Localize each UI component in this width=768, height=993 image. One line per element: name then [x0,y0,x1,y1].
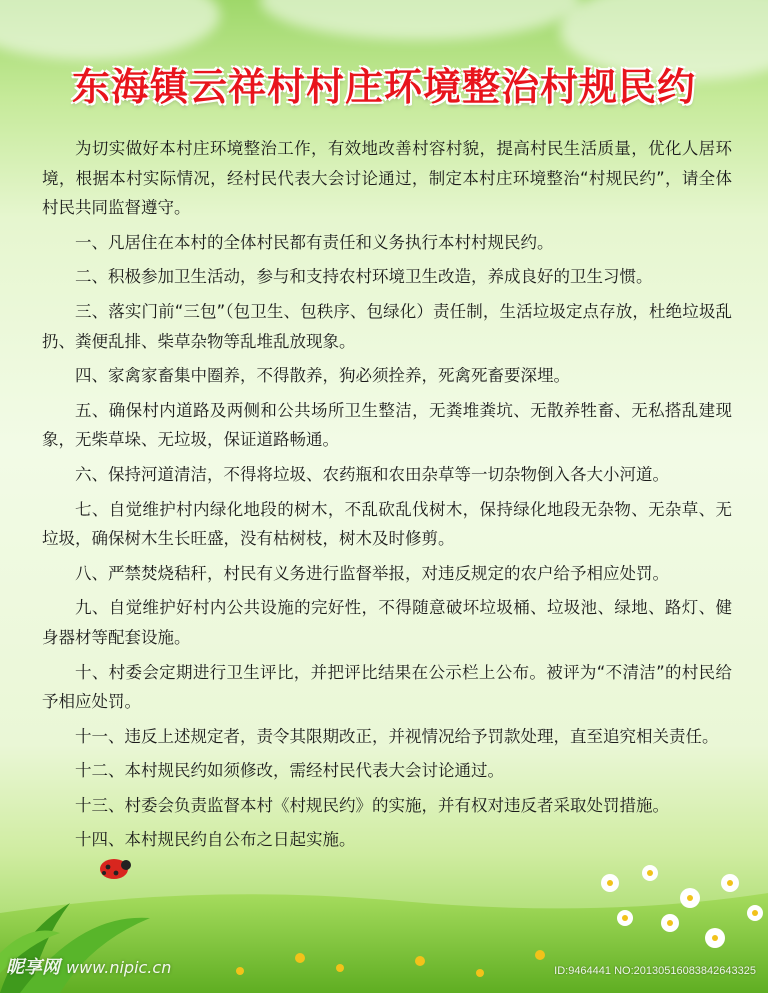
clause-9: 九、自觉维护好村内公共设施的完好性，不得随意破坏垃圾桶、垃圾池、绿地、路灯、健身器材等配套设施。 [42,598,732,647]
clause-12: 十二、本村规民约如须修改，需经村民代表大会讨论通过。 [75,761,504,781]
page-title: 东海镇云祥村村庄环境整治村规民约 [71,65,696,109]
clause-7: 七、自觉维护村内绿化地段的树木，不乱砍乱伐树木，保持绿化地段无杂物、无杂草、无垃圾，确保树木生长旺盛，没有枯树枝，树木及时修剪。 [42,499,732,549]
watermark-url: www.nipic.cn [66,958,172,977]
cloud [260,0,580,40]
intro-paragraph: 为切实做好本村庄环境整治工作，有效地改善村容村貌，提高村民生活质量，优化人居环境，根据本村实际情况，经村民代表大会讨论通过，制定本村庄环境整治“村规民约”，请全体村民共同监督遵守。 [42,139,732,218]
clause-1: 一、凡居住在本村的全体村民都有责任和义务执行本村村规民约。 [75,232,554,252]
regulation-body [42,134,732,855]
cloud [0,0,220,60]
watermark-brand: 昵享网 [6,957,60,978]
clause-8: 八、严禁焚烧秸秆，村民有义务进行监督举报，对违反规定的农户给予相应处罚。 [75,563,669,583]
watermark [6,953,171,979]
clause-3: 三、落实门前“三包”（包卫生、包秩序、包绿化）责任制，生活垃圾定点存放，杜绝垃圾乱扔、粪便乱排、柴草杂物等乱堆乱放现象。 [42,301,732,351]
clause-13: 十三、村委会负责监督本村《村规民约》的实施，并有权对违反者采取处罚措施。 [75,795,669,815]
clause-2: 二、积极参加卫生活动，参与和支持农村环境卫生改造，养成良好的卫生习惯。 [75,267,653,287]
clause-4: 四、家禽家畜集中圈养，不得散养，狗必须拴养，死禽死畜要深埋。 [75,366,570,386]
clause-10: 十、村委会定期进行卫生评比，并把评比结果在公示栏上公布。被评为“不清洁”的村民给予相应处罚。 [42,662,732,712]
image-id-label: ID:9464441 NO:20130516083842643325 [554,965,756,977]
clause-5: 五、确保村内道路及两侧和公共场所卫生整洁，无粪堆粪坑、无散养牲畜、无私搭乱建现象，无柴草垛、无垃圾，保证道路畅通。 [42,400,732,450]
clause-14: 十四、本村规民约自公布之日起实施。 [75,830,356,850]
clause-11: 十一、违反上述规定者，责令其限期改正，并视情况给予罚款处理，直至追究相关责任。 [75,726,719,746]
clause-6: 六、保持河道清洁，不得将垃圾、农药瓶和农田杂草等一切杂物倒入各大小河道。 [75,464,669,484]
